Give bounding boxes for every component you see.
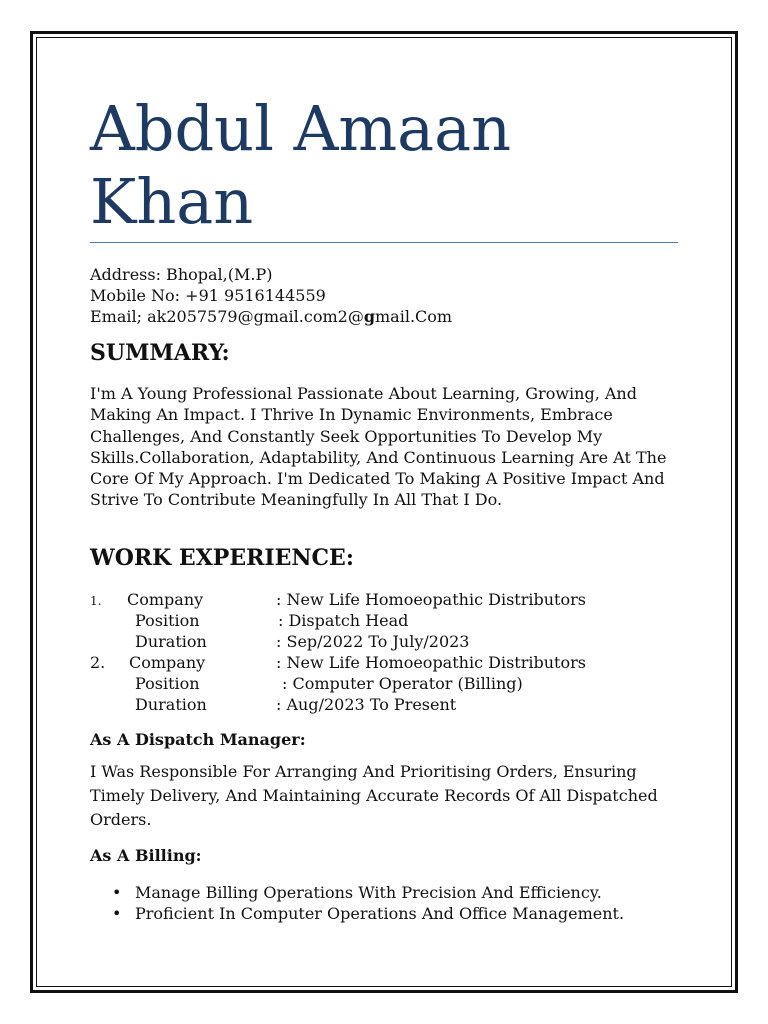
dispatch-manager-heading: As A Dispatch Manager: <box>90 730 306 749</box>
job-1-company-label: Company <box>127 590 204 609</box>
summary-text: I'm A Young Professional Passionate About Learning, Growing, And Making An Impact. I Thrive In Dynamic Environments, Embrace Challenges, And Constantly Seek Opportunities To Develop My Skills.Collaboration, Adaptability, And Continuous Learning Are At The Core Of My Approach. I'm Dedicated To Making A Positive Impact And Strive To Contribute Meaningfully In All That I Do. <box>90 384 667 510</box>
summary-heading: SUMMARY: <box>90 340 230 366</box>
job-2-position-value: : Computer Operator (Billing) <box>282 674 523 693</box>
list-item <box>90 903 624 924</box>
job-1-position-value: : Dispatch Head <box>278 611 409 630</box>
email-bold-char: g <box>363 307 375 326</box>
bullet-icon: • <box>112 904 122 923</box>
job-1-position-label: Position <box>135 611 200 630</box>
job-1-duration-label: Duration <box>135 632 207 651</box>
address-line: Address: Bhopal,(M.P) <box>90 265 273 284</box>
job-2-duration-label: Duration <box>135 695 207 714</box>
email-line <box>90 306 452 327</box>
header-divider <box>90 242 678 243</box>
job-2-position-label: Position <box>135 674 200 693</box>
list-item <box>90 882 624 903</box>
billing-item-text: Manage Billing Operations With Precision And Efficiency. <box>135 883 602 902</box>
billing-heading: As A Billing: <box>90 846 202 865</box>
job-1-company-value: : New Life Homoeopathic Distributors <box>276 590 586 609</box>
work-experience-heading: WORK EXPERIENCE: <box>90 545 354 571</box>
email-suffix: mail.Com <box>375 307 453 326</box>
mobile-line: Mobile No: +91 9516144559 <box>90 286 326 305</box>
contact-block <box>90 264 452 327</box>
bullet-icon: • <box>112 883 122 902</box>
job-1-duration-value: : Sep/2022 To July/2023 <box>276 632 470 651</box>
email-prefix: Email; ak2057579@gmail.com2@ <box>90 307 364 326</box>
name-line-1: Abdul Amaan <box>90 92 512 165</box>
job-2-company-label: Company <box>129 653 206 672</box>
name-line-2: Khan <box>90 165 254 238</box>
job-2-duration-value: : Aug/2023 To Present <box>276 695 457 714</box>
candidate-name <box>90 92 650 238</box>
billing-list <box>90 882 624 924</box>
billing-item-text: Proficient In Computer Operations And Office Management. <box>135 904 625 923</box>
job-2-company-value: : New Life Homoeopathic Distributors <box>276 653 586 672</box>
job-1-number: 1. <box>90 594 102 608</box>
job-2-number: 2. <box>90 653 106 672</box>
dispatch-manager-text: I Was Responsible For Arranging And Prioritising Orders, Ensuring Timely Delivery, And Maintaining Accurate Records Of All Dispatched Orders. <box>90 762 658 829</box>
